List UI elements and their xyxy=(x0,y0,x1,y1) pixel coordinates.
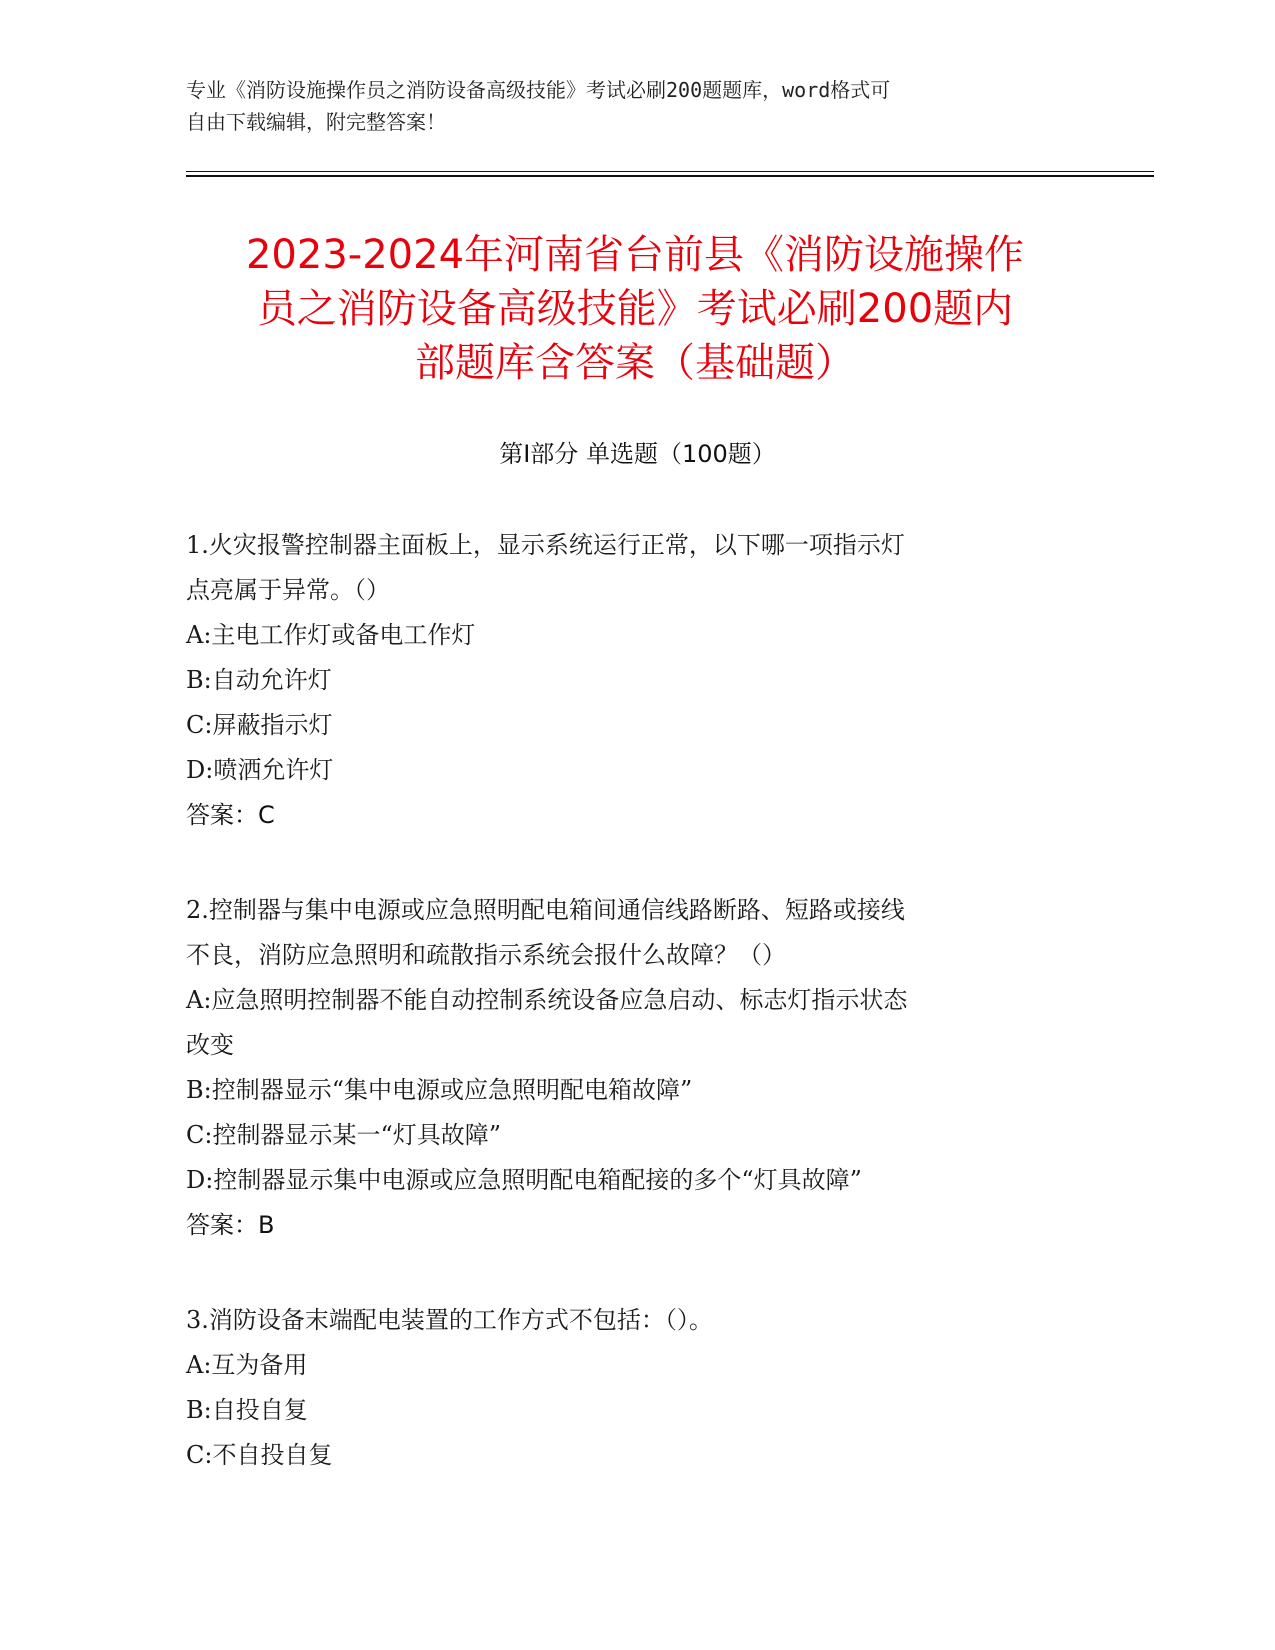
question-1 xyxy=(186,523,1086,838)
title-line-3: 部题库含答案（基础题） xyxy=(415,340,855,386)
option-a: A:应急照明控制器不能自动控制系统设备应急启动、标志灯指示状态 xyxy=(186,986,908,1014)
document-title xyxy=(180,228,1090,390)
question-3 xyxy=(186,1298,1086,1478)
option-a: A:主电工作灯或备电工作灯 xyxy=(186,621,476,649)
answer: 答案：B xyxy=(186,1211,275,1239)
option-b: B:自投自复 xyxy=(186,1396,308,1424)
question-stem-line: 2.控制器与集中电源或应急照明配电箱间通信线路断路、短路或接线 xyxy=(186,896,905,924)
option-c: C:屏蔽指示灯 xyxy=(186,711,333,739)
option-a: A:互为备用 xyxy=(186,1351,308,1379)
header-divider-thin xyxy=(186,171,1154,172)
title-line-1: 2023-2024年河南省台前县《消防设施操作 xyxy=(245,232,1025,278)
header-divider-thick xyxy=(186,175,1154,177)
question-stem-line: 3.消防设备末端配电装置的工作方式不包括：（）。 xyxy=(186,1306,713,1334)
option-b: B:自动允许灯 xyxy=(186,666,332,694)
question-2 xyxy=(186,888,1086,1248)
option-b: B:控制器显示“集中电源或应急照明配电箱故障” xyxy=(186,1076,693,1104)
question-stem-line: 点亮属于异常。（） xyxy=(186,576,390,604)
section-heading: 第Ⅰ部分 单选题（100题） xyxy=(499,440,776,468)
answer: 答案：C xyxy=(186,801,275,829)
option-d: D:控制器显示集中电源或应急照明配电箱配接的多个“灯具故障” xyxy=(186,1166,862,1194)
question-list xyxy=(186,523,1086,1528)
option-c: C:不自投自复 xyxy=(186,1441,333,1469)
option-d: D:喷洒允许灯 xyxy=(186,756,334,784)
title-line-2: 员之消防设备高级技能》考试必刷200题内 xyxy=(256,286,1014,332)
question-stem-line: 1.火灾报警控制器主面板上，显示系统运行正常，以下哪一项指示灯 xyxy=(186,531,905,559)
option-a-continued: 改变 xyxy=(186,1031,234,1059)
question-stem-line: 不良，消防应急照明和疏散指示系统会报什么故障？（） xyxy=(186,941,786,969)
header-note-line-2: 自由下载编辑，附完整答案！ xyxy=(186,110,446,134)
header-note xyxy=(186,74,1066,138)
header-note-line-1: 专业《消防设施操作员之消防设备高级技能》考试必刷200题题库，word格式可 xyxy=(186,78,891,102)
option-c: C:控制器显示某一“灯具故障” xyxy=(186,1121,501,1149)
